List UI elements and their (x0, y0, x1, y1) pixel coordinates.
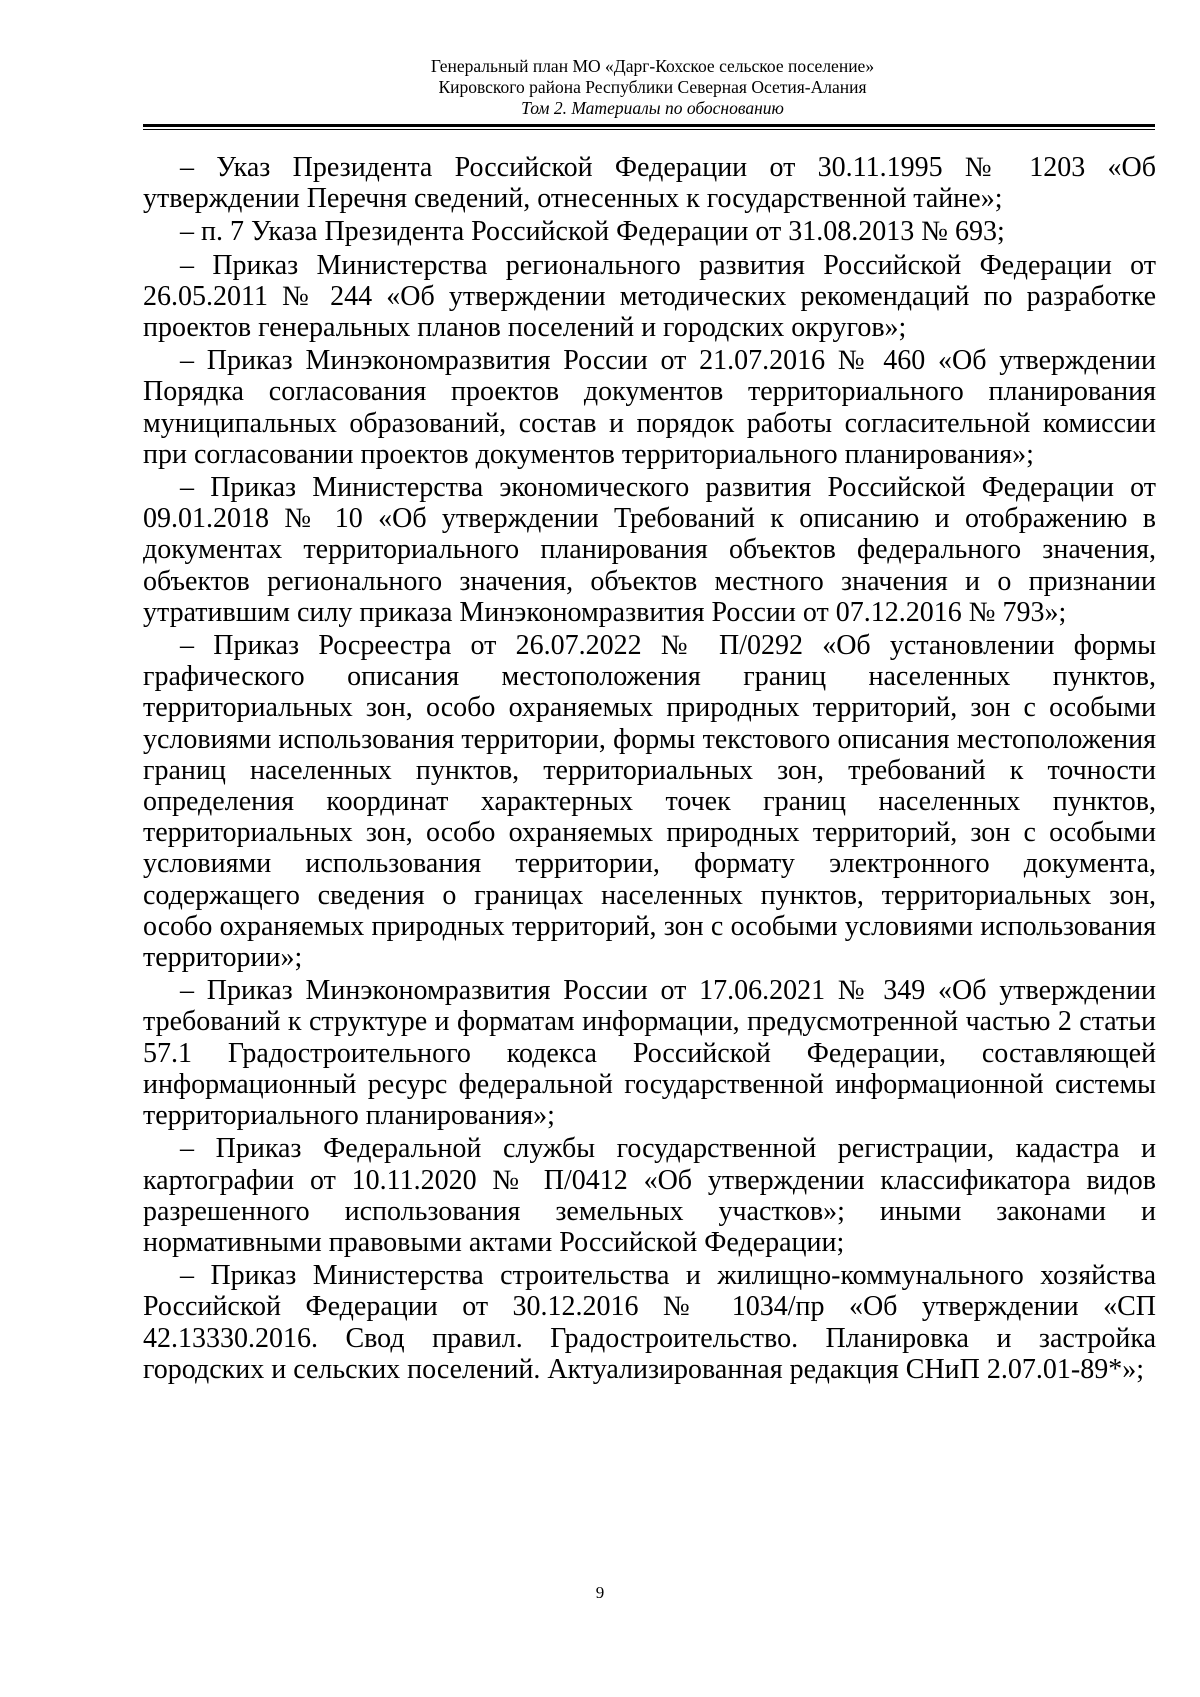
header-title: Генеральный план МО «Дарг-Кохское сельское поселение» (430, 56, 875, 76)
header-rule-thin (143, 129, 1155, 130)
list-item: – Приказ Министерства экономического развития Российской Федерации от 09.01.2018 № 10 «Об утверждении Требований к описанию и отображению в документах территориального планирования объектов федерального значения, объектов регионального значения, объектов местного значения и о признании утратившим силу приказа Минэкономразвития России от 07.12.2016 № 793»; (143, 472, 1156, 628)
list-item: – Приказ Министерства регионального развития Российской Федерации от 26.05.2011 № 244 «Об утверждении методических рекомендаций по разработке проектов генеральных планов поселений и городских округов»; (143, 249, 1156, 344)
document-body (143, 152, 1156, 1387)
list-item: – п. 7 Указа Президента Российской Федерации от 31.08.2013 № 693; (180, 216, 1005, 248)
page-number: 9 (595, 1583, 605, 1602)
header-subtitle: Кировского района Республики Северная Осетия-Алания (438, 77, 867, 97)
list-item: – Приказ Министерства строительства и жилищно-коммунального хозяйства Российской Федерации от 30.12.2016 № 1034/пр «Об утверждении «СП 42.13330.2016. Свод правил. Градостроительство. Планировка и застройка городских и сельских поселений. Актуализированная редакция СНиП 2.07.01-89*»; (143, 1260, 1156, 1385)
list-item: – Приказ Минэкономразвития России от 21.07.2016 № 460 «Об утверждении Порядка согласования проектов документов территориального планирования муниципальных образований, состав и порядок работы согласительной комиссии при согласовании проектов документов территориального планирования»; (143, 345, 1156, 470)
header-volume: Том 2. Материалы по обоснованию (521, 98, 784, 118)
list-item: – Приказ Минэкономразвития России от 17.06.2021 № 349 «Об утверждении требований к структуре и форматам информации, предусмотренной частью 2 статьи 57.1 Градостроительного кодекса Российской Федерации, составляющей информационный ресурс федеральной государственной информационной системы территориального планирования»; (143, 975, 1156, 1132)
list-item: – Приказ Росреестра от 26.07.2022 № П/0292 «Об установлении формы графического описания местоположения границ населенных пунктов, территориальных зон, особо охраняемых природных территорий, зон с особыми условиями использования территории, формы текстового описания местоположения границ населенных пунктов, территориальных зон, требований к точности определения координат характерных точек границ населенных пунктов, территориальных зон, особо охраняемых природных территорий, зон с особыми условиями использования территории, формату электронного документа, содержащего сведения о границах населенных пунктов, территориальных зон, особо охраняемых природных территорий, зон с особыми условиями использования территории»; (143, 630, 1156, 974)
header-rule-thick (143, 124, 1155, 127)
document-header (150, 56, 1155, 119)
list-item: – Приказ Федеральной службы государственной регистрации, кадастра и картографии от 10.11.2020 № П/0412 «Об утверждении классификатора видов разрешенного использования земельных участков»; иными законами и нормативными правовыми актами Российской Федерации; (143, 1133, 1156, 1258)
list-item: – Указ Президента Российской Федерации от 30.11.1995 № 1203 «Об утверждении Перечня сведений, отнесенных к государственной тайне»; (143, 152, 1156, 215)
